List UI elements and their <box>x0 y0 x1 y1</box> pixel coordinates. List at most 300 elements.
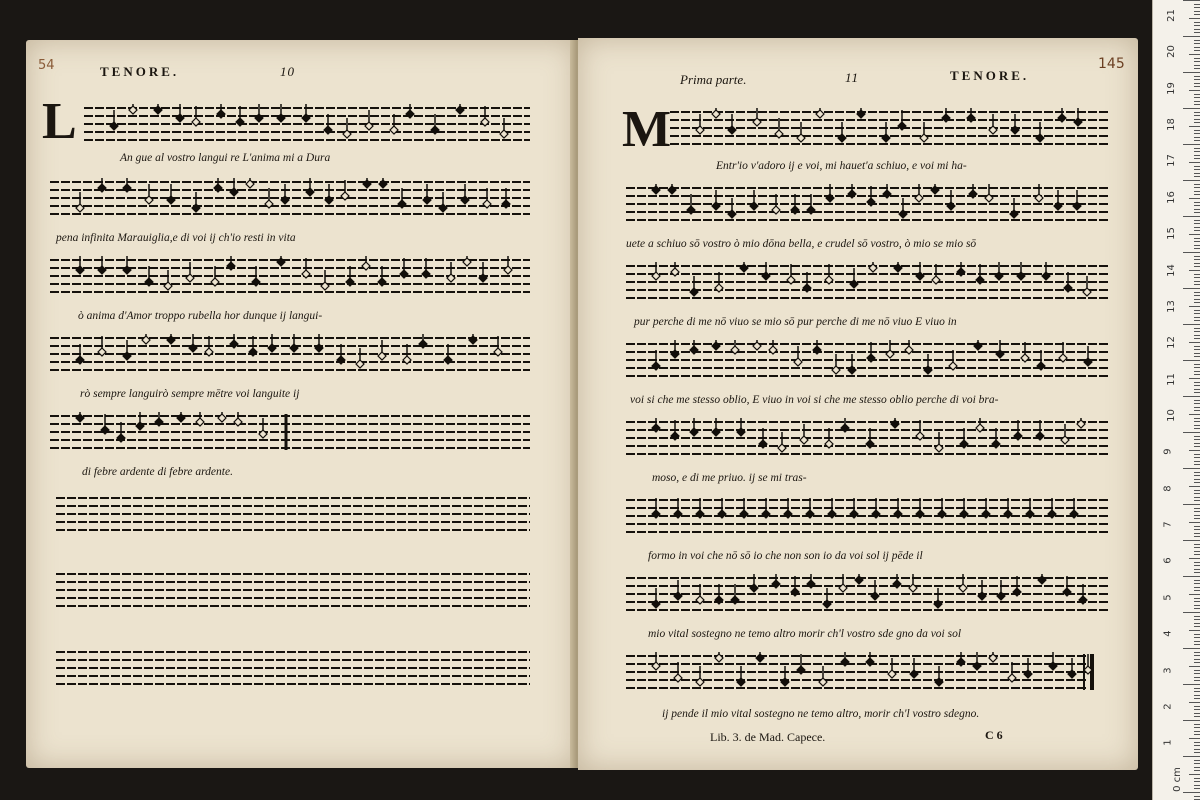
note-symbol <box>306 178 314 196</box>
ruler-tick <box>1183 612 1200 613</box>
ruler-label: 6 <box>1162 557 1174 565</box>
note-symbol <box>110 110 118 130</box>
note-symbol <box>145 184 153 204</box>
ruler-tick <box>1194 778 1200 779</box>
ruler-label: 16 <box>1165 190 1177 204</box>
ruler-tick <box>1194 598 1200 599</box>
measuring-ruler <box>1152 0 1200 800</box>
ruler-label: 17 <box>1165 154 1177 168</box>
note-symbol <box>924 354 932 374</box>
note-symbol <box>259 418 267 438</box>
ruler-tick <box>1194 184 1200 185</box>
ruler-tick <box>1194 76 1200 77</box>
note-symbol <box>423 184 431 204</box>
note-symbol <box>255 104 263 122</box>
ruler-tick <box>1194 364 1200 365</box>
ruler-label: 12 <box>1165 336 1177 350</box>
ruler-tick <box>1189 198 1200 199</box>
right-staff-5 <box>626 418 1110 458</box>
ruler-label: 19 <box>1165 81 1177 95</box>
note-symbol <box>696 666 704 686</box>
ruler-tick <box>1194 428 1200 429</box>
ruler-tick <box>1194 130 1200 131</box>
note-symbol <box>947 190 955 210</box>
note-symbol <box>750 190 758 210</box>
note-symbol <box>1054 190 1062 210</box>
note-symbol <box>920 122 928 142</box>
right-lyric-line-7: mio vital sostegno ne temo altro morir ch'l vostro sde gno da voi sol <box>648 628 962 640</box>
ruler-tick <box>1194 781 1200 782</box>
ruler-tick <box>1194 295 1200 296</box>
note-symbol <box>807 574 815 588</box>
note-symbol <box>1083 276 1091 296</box>
ruler-tick <box>1194 58 1200 59</box>
note-symbol <box>1049 652 1057 670</box>
note-symbol <box>978 580 986 600</box>
left-part-name: TENORE. <box>100 64 180 79</box>
ruler-tick <box>1194 97 1200 98</box>
note-symbol <box>832 354 840 374</box>
ruler-tick <box>1194 356 1200 357</box>
note-symbol <box>935 666 943 686</box>
ruler-tick <box>1194 565 1200 566</box>
note-symbol <box>218 412 226 422</box>
ruler-tick <box>1194 266 1200 267</box>
ruler-tick <box>1194 389 1200 390</box>
ruler-tick <box>1183 108 1200 109</box>
ruler-tick <box>1194 760 1200 761</box>
note-symbol <box>1068 658 1076 678</box>
ruler-tick <box>1194 688 1200 689</box>
ruler-tick <box>1194 641 1200 642</box>
note-symbol <box>1036 122 1044 142</box>
ruler-tick <box>1194 374 1200 375</box>
note-symbol <box>816 108 824 118</box>
note-symbol <box>315 334 323 352</box>
ruler-tick <box>1189 522 1200 523</box>
note-symbol <box>886 340 894 358</box>
ruler-tick <box>1189 126 1200 127</box>
ruler-tick <box>1194 572 1200 573</box>
right-lyric-line-4: voi si che me stesso oblio, E viuo in voi si che me stesso oblio perche di voi bra- <box>630 394 999 406</box>
note-symbol <box>883 184 891 198</box>
ruler-tick <box>1194 644 1200 645</box>
note-symbol <box>893 574 901 588</box>
note-symbol <box>690 340 698 354</box>
note-symbol <box>447 262 455 282</box>
ruler-tick <box>1183 0 1200 1</box>
ruler-tick <box>1194 554 1200 555</box>
note-symbol <box>1038 574 1046 584</box>
ruler-tick <box>1183 540 1200 541</box>
ruler-tick <box>1194 403 1200 404</box>
ruler-tick <box>1183 324 1200 325</box>
ruler-tick <box>1194 482 1200 483</box>
note-symbol <box>797 122 805 142</box>
ruler-tick <box>1194 796 1200 797</box>
ruler-tick <box>1194 619 1200 620</box>
ruler-tick <box>1194 274 1200 275</box>
left-lyric-line-3: ò anima d'Amor troppo rubella hor dunque ij langui- <box>78 310 323 322</box>
note-symbol <box>1017 262 1025 280</box>
note-symbol <box>142 334 150 344</box>
note-symbol <box>910 658 918 678</box>
note-symbol <box>728 114 736 134</box>
left-staff-2 <box>50 178 530 218</box>
ruler-label: 8 <box>1162 485 1174 492</box>
ruler-label: 0 cm <box>1171 766 1183 792</box>
note-symbol <box>712 108 720 118</box>
ruler-tick <box>1194 418 1200 419</box>
note-symbol <box>813 340 821 354</box>
note-symbol <box>325 184 333 204</box>
ruler-tick <box>1194 529 1200 530</box>
note-symbol <box>781 666 789 686</box>
ruler-tick <box>1194 155 1200 156</box>
ruler-tick <box>1194 299 1200 300</box>
note-symbol <box>769 340 777 354</box>
ruler-tick <box>1194 11 1200 12</box>
note-symbol <box>186 262 194 282</box>
right-footer-signature-mark: C 6 <box>985 728 1003 742</box>
note-symbol <box>379 178 387 188</box>
ruler-tick <box>1194 367 1200 368</box>
ruler-tick <box>1194 727 1200 728</box>
right-footer-signature-text: Lib. 3. de Mad. Capece. <box>710 730 826 744</box>
ruler-label: 9 <box>1162 448 1174 456</box>
ruler-tick <box>1194 590 1200 591</box>
ruler-tick <box>1189 18 1200 19</box>
ruler-tick <box>1194 436 1200 437</box>
left-staff-3 <box>50 256 530 296</box>
note-symbol <box>969 184 977 198</box>
ruler-label: 7 <box>1162 521 1174 528</box>
ruler-tick <box>1183 648 1200 649</box>
note-symbol <box>652 262 660 280</box>
ruler-label: 10 <box>1165 409 1177 422</box>
note-symbol <box>997 580 1005 600</box>
right-lyric-line-2: uete a schiuo sō vostro ò mio dōna bella, e crudel sō vostro, ò mio se mio sō <box>626 238 977 250</box>
ruler-tick <box>1194 587 1200 588</box>
ruler-tick <box>1194 677 1200 678</box>
ruler-tick <box>1194 47 1200 48</box>
note-symbol <box>967 108 975 122</box>
ruler-tick <box>1194 385 1200 386</box>
ruler-label: 1 <box>1162 739 1174 746</box>
note-symbol <box>439 192 447 212</box>
ruler-tick <box>1194 562 1200 563</box>
note-symbol <box>838 122 846 142</box>
ruler-label: 5 <box>1162 594 1174 601</box>
ruler-tick <box>1194 158 1200 159</box>
ruler-label: 20 <box>1165 45 1177 59</box>
left-empty-staff-1 <box>56 494 530 534</box>
note-symbol <box>715 652 723 662</box>
ruler-tick <box>1183 432 1200 433</box>
note-symbol <box>905 340 913 354</box>
note-symbol <box>778 432 786 452</box>
ruler-tick <box>1194 544 1200 545</box>
note-symbol <box>154 104 162 114</box>
ruler-tick <box>1194 346 1200 347</box>
note-symbol <box>959 574 967 592</box>
ruler-tick <box>1194 662 1200 663</box>
ruler-tick <box>1194 212 1200 213</box>
ruler-tick <box>1183 720 1200 721</box>
ruler-tick <box>1183 360 1200 361</box>
note-symbol <box>196 412 204 426</box>
note-symbol <box>1058 108 1066 122</box>
ruler-tick <box>1183 468 1200 469</box>
note-symbol <box>737 418 745 436</box>
ruler-tick <box>1194 464 1200 465</box>
ruler-tick <box>1194 407 1200 408</box>
ruler-tick <box>1194 709 1200 710</box>
ruler-tick <box>1194 731 1200 732</box>
note-symbol <box>500 118 508 138</box>
ruler-tick <box>1189 270 1200 271</box>
ruler-tick <box>1194 133 1200 134</box>
ruler-label: 13 <box>1165 300 1177 313</box>
ruler-tick <box>1194 500 1200 501</box>
ruler-tick <box>1194 605 1200 606</box>
note-symbol <box>230 178 238 196</box>
ruler-tick <box>1189 162 1200 163</box>
ruler-tick <box>1194 14 1200 15</box>
note-symbol <box>671 340 679 358</box>
note-symbol <box>1061 424 1069 444</box>
ruler-tick <box>1194 698 1200 699</box>
ruler-tick <box>1194 209 1200 210</box>
ruler-tick <box>1194 479 1200 480</box>
ruler-tick <box>1194 673 1200 674</box>
ruler-label: 14 <box>1165 263 1177 277</box>
note-symbol <box>290 334 298 352</box>
note-symbol <box>167 184 175 204</box>
ruler-tick <box>1194 86 1200 87</box>
note-symbol <box>1042 262 1050 280</box>
ruler-tick <box>1194 497 1200 498</box>
note-symbol <box>652 418 660 432</box>
note-symbol <box>177 412 185 422</box>
ruler-tick <box>1194 83 1200 84</box>
ruler-tick <box>1189 558 1200 559</box>
ruler-tick <box>1189 630 1200 631</box>
ruler-tick <box>1194 320 1200 321</box>
ruler-tick <box>1194 317 1200 318</box>
ruler-tick <box>1183 72 1200 73</box>
ruler-tick <box>1194 410 1200 411</box>
ruler-label: 2 <box>1162 703 1174 710</box>
ruler-tick <box>1194 421 1200 422</box>
ruler-tick <box>1194 263 1200 264</box>
note-symbol <box>841 652 849 666</box>
ruler-tick <box>1194 724 1200 725</box>
note-symbol <box>76 256 84 274</box>
ruler-tick <box>1183 180 1200 181</box>
ruler-tick <box>1194 173 1200 174</box>
right-staff-6 <box>626 496 1110 536</box>
note-symbol <box>989 114 997 134</box>
note-symbol <box>762 262 770 280</box>
left-lyric-line-4: rò sempre languirò sempre mētre voi languite ij <box>80 388 300 400</box>
note-symbol <box>690 418 698 436</box>
note-symbol <box>1010 198 1018 218</box>
ruler-label: 21 <box>1165 9 1177 22</box>
ruler-tick <box>1194 695 1200 696</box>
ruler-tick <box>1194 580 1200 581</box>
right-staff-4 <box>626 340 1110 380</box>
right-lyric-line-6: formo in voi che nō sō io che non son io da voi sol ij pēde il <box>648 550 923 562</box>
note-symbol <box>855 574 863 584</box>
ruler-tick <box>1189 306 1200 307</box>
note-symbol <box>362 256 370 270</box>
note-symbol <box>869 262 877 272</box>
ruler-tick <box>1194 767 1200 768</box>
note-symbol <box>246 178 254 188</box>
ruler-tick <box>1194 439 1200 440</box>
ruler-tick <box>1189 738 1200 739</box>
ruler-tick <box>1194 583 1200 584</box>
ruler-tick <box>1189 450 1200 451</box>
note-symbol <box>123 256 131 274</box>
ruler-tick <box>1194 148 1200 149</box>
note-symbol <box>321 270 329 290</box>
ruler-label: 11 <box>1165 372 1177 386</box>
note-symbol <box>915 184 923 202</box>
ruler-tick <box>1194 245 1200 246</box>
ruler-tick <box>1194 313 1200 314</box>
ruler-tick <box>1194 140 1200 141</box>
ruler-tick <box>1194 166 1200 167</box>
note-symbol <box>973 652 981 670</box>
left-initial-letter: L <box>42 93 77 150</box>
ruler-tick <box>1194 752 1200 753</box>
note-symbol <box>974 340 982 350</box>
note-symbol <box>753 340 761 350</box>
ruler-tick <box>1189 774 1200 775</box>
ruler-tick <box>1194 716 1200 717</box>
ruler-tick <box>1194 616 1200 617</box>
left-empty-staff-2 <box>56 570 530 610</box>
note-symbol <box>712 190 720 210</box>
ruler-tick <box>1194 194 1200 195</box>
note-symbol <box>848 354 856 374</box>
ruler-tick <box>1194 284 1200 285</box>
note-symbol <box>136 412 144 430</box>
ruler-tick <box>1189 378 1200 379</box>
note-symbol <box>76 192 84 212</box>
note-symbol <box>419 334 427 348</box>
note-symbol <box>343 118 351 138</box>
ruler-tick <box>1194 382 1200 383</box>
note-symbol <box>800 424 808 444</box>
ruler-tick <box>1189 414 1200 415</box>
note-symbol <box>737 666 745 686</box>
ruler-tick <box>1194 515 1200 516</box>
note-symbol <box>671 262 679 276</box>
ruler-tick <box>1194 119 1200 120</box>
ruler-tick <box>1183 288 1200 289</box>
note-symbol <box>850 268 858 288</box>
note-symbol <box>712 418 720 436</box>
ruler-tick <box>1194 223 1200 224</box>
note-symbol <box>848 184 856 198</box>
right-lyric-line-8: ij pende il mio vital sostegno ne temo altro, morir ch'l vostro sdegno. <box>662 708 980 720</box>
note-symbol <box>217 104 225 118</box>
ruler-tick <box>1194 745 1200 746</box>
note-symbol <box>155 412 163 426</box>
note-symbol <box>277 104 285 122</box>
note-symbol <box>164 270 172 290</box>
right-staff-2 <box>626 184 1110 224</box>
right-lyric-line-5: moso, e di me priuo. ij se mi tras- <box>652 472 807 484</box>
note-symbol <box>189 334 197 352</box>
note-symbol <box>1084 346 1092 366</box>
ruler-tick <box>1194 248 1200 249</box>
ruler-tick <box>1194 50 1200 51</box>
ruler-tick <box>1194 259 1200 260</box>
right-lyric-line-3: pur perche di me nō viuo se mio sō pur perche di me nō viuo E viuo in <box>634 316 957 328</box>
ruler-tick <box>1189 594 1200 595</box>
note-symbol <box>234 412 242 426</box>
ruler-tick <box>1194 112 1200 113</box>
note-symbol <box>857 108 865 118</box>
note-symbol <box>277 256 285 266</box>
note-symbol <box>356 348 364 368</box>
ruler-tick <box>1194 670 1200 671</box>
ruler-tick <box>1194 335 1200 336</box>
note-symbol <box>931 184 939 194</box>
note-symbol <box>479 262 487 282</box>
ruler-tick <box>1194 256 1200 257</box>
ruler-tick <box>1189 234 1200 235</box>
ruler-tick <box>1194 547 1200 548</box>
note-symbol <box>731 340 739 354</box>
ruler-tick <box>1194 785 1200 786</box>
left-lyric-line-1: An gue al vostro langui re L'anima mi a Dura <box>120 152 331 164</box>
note-symbol <box>230 334 238 348</box>
ruler-tick <box>1194 634 1200 635</box>
note-symbol <box>76 412 84 422</box>
ruler-label: 4 <box>1162 630 1174 637</box>
ruler-tick <box>1194 104 1200 105</box>
ruler-tick <box>1194 205 1200 206</box>
ruler-tick <box>1194 191 1200 192</box>
note-symbol <box>690 276 698 296</box>
ruler-tick <box>1194 277 1200 278</box>
ruler-tick <box>1194 349 1200 350</box>
left-staff-5 <box>50 412 530 452</box>
ruler-tick <box>1194 25 1200 26</box>
note-symbol <box>712 340 720 350</box>
note-symbol <box>756 652 764 662</box>
note-symbol <box>98 178 106 192</box>
ruler-tick <box>1194 475 1200 476</box>
note-symbol <box>227 256 235 270</box>
note-symbol <box>123 178 131 192</box>
note-symbol <box>167 334 175 344</box>
ruler-tick <box>1194 742 1200 743</box>
ruler-tick <box>1194 176 1200 177</box>
ruler-tick <box>1183 756 1200 757</box>
ruler-tick <box>1194 392 1200 393</box>
ruler-tick <box>1194 749 1200 750</box>
right-staff-8 <box>626 652 1110 692</box>
ruler-tick <box>1194 770 1200 771</box>
ruler-tick <box>1194 7 1200 8</box>
ruler-tick <box>1194 472 1200 473</box>
